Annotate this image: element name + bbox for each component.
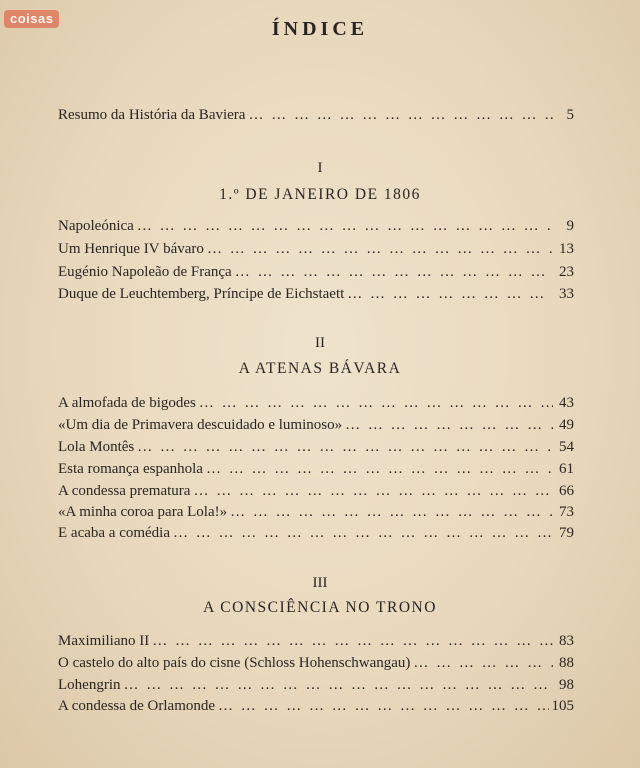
toc-entry[interactable] (58, 395, 574, 415)
dot-leader (230, 504, 553, 521)
section-numeral: I (317, 160, 323, 176)
entry-title: «A minha coroa para Lola!» (58, 504, 228, 520)
entry-title: Napoleónica (58, 218, 134, 234)
dot-leader (137, 218, 553, 235)
entry-title: O castelo do alto país do cisne (Schloss Hohenschwangau) (58, 655, 411, 671)
dot-leader (248, 107, 553, 124)
entry-page: 66 (559, 483, 574, 499)
dot-leader (152, 633, 553, 650)
entry-page: 23 (559, 264, 574, 280)
entry-title: Esta romança espanhola (58, 461, 203, 477)
entry-title: Maximiliano II (58, 633, 150, 649)
toc-entry[interactable] (58, 218, 574, 238)
dot-leader (347, 286, 553, 303)
section-title: 1.º DE JANEIRO DE 1806 (219, 186, 421, 203)
entry-title: A almofada de bigodes (58, 395, 196, 411)
dot-leader (235, 264, 553, 281)
toc-entry[interactable] (58, 633, 574, 653)
toc-entry[interactable] (58, 264, 574, 284)
entry-page: 61 (559, 461, 574, 477)
dot-leader (199, 395, 553, 412)
entry-title: Lohengrin (58, 677, 121, 693)
toc-entry[interactable] (58, 461, 574, 481)
entry-page: 9 (566, 218, 574, 234)
entry-page: 98 (559, 677, 574, 693)
entry-page: 88 (559, 655, 574, 671)
dot-leader (345, 417, 553, 434)
entry-title: «Um dia de Primavera descuidado e luminoso» (58, 417, 343, 433)
entry-title: Eugénio Napoleão de França (58, 264, 232, 280)
toc-entry[interactable] (58, 698, 574, 718)
toc-entry[interactable] (58, 417, 574, 437)
entry-title: A condessa de Orlamonde (58, 698, 216, 714)
section-title: A ATENAS BÁVARA (238, 360, 402, 377)
dot-leader (413, 655, 553, 672)
entry-page: 5 (566, 107, 574, 123)
entry-title: A condessa prematura (58, 483, 191, 499)
dot-leader (173, 525, 553, 542)
entry-page: 54 (559, 439, 574, 455)
section-title: A CONSCIÊNCIA NO TRONO (203, 599, 437, 616)
dot-leader (206, 461, 553, 478)
entry-page: 49 (559, 417, 574, 433)
entry-title: Lola Montês (58, 439, 135, 455)
section-numeral: III (312, 575, 328, 591)
section-numeral: II (315, 335, 325, 351)
toc-entry[interactable] (58, 677, 574, 697)
dot-leader (137, 439, 553, 456)
entry-page: 33 (559, 286, 574, 302)
toc-entry[interactable] (58, 241, 574, 261)
toc-entry[interactable] (58, 525, 574, 545)
page-title: ÍNDICE (271, 18, 369, 40)
dot-leader (193, 483, 553, 500)
toc-entry-intro[interactable] (58, 107, 574, 127)
toc-entry[interactable] (58, 286, 574, 306)
entry-title: Resumo da História da Baviera (58, 107, 246, 123)
toc-entry[interactable] (58, 504, 574, 524)
watermark-logo: coisas (4, 10, 59, 28)
entry-title: Duque de Leuchtemberg, Príncipe de Eichstaett (58, 286, 345, 302)
toc-entry[interactable] (58, 439, 574, 459)
entry-page: 43 (559, 395, 574, 411)
toc-entry[interactable] (58, 655, 574, 675)
entry-title: E acaba a comédia (58, 525, 171, 541)
entry-page: 13 (559, 241, 574, 257)
dot-leader (218, 698, 548, 715)
toc-entry[interactable] (58, 483, 574, 503)
entry-page: 105 (551, 698, 574, 714)
dot-leader (123, 677, 553, 694)
entry-page: 83 (559, 633, 574, 649)
entry-page: 73 (559, 504, 574, 520)
entry-page: 79 (559, 525, 574, 541)
entry-title: Um Henrique IV bávaro (58, 241, 204, 257)
dot-leader (207, 241, 553, 258)
